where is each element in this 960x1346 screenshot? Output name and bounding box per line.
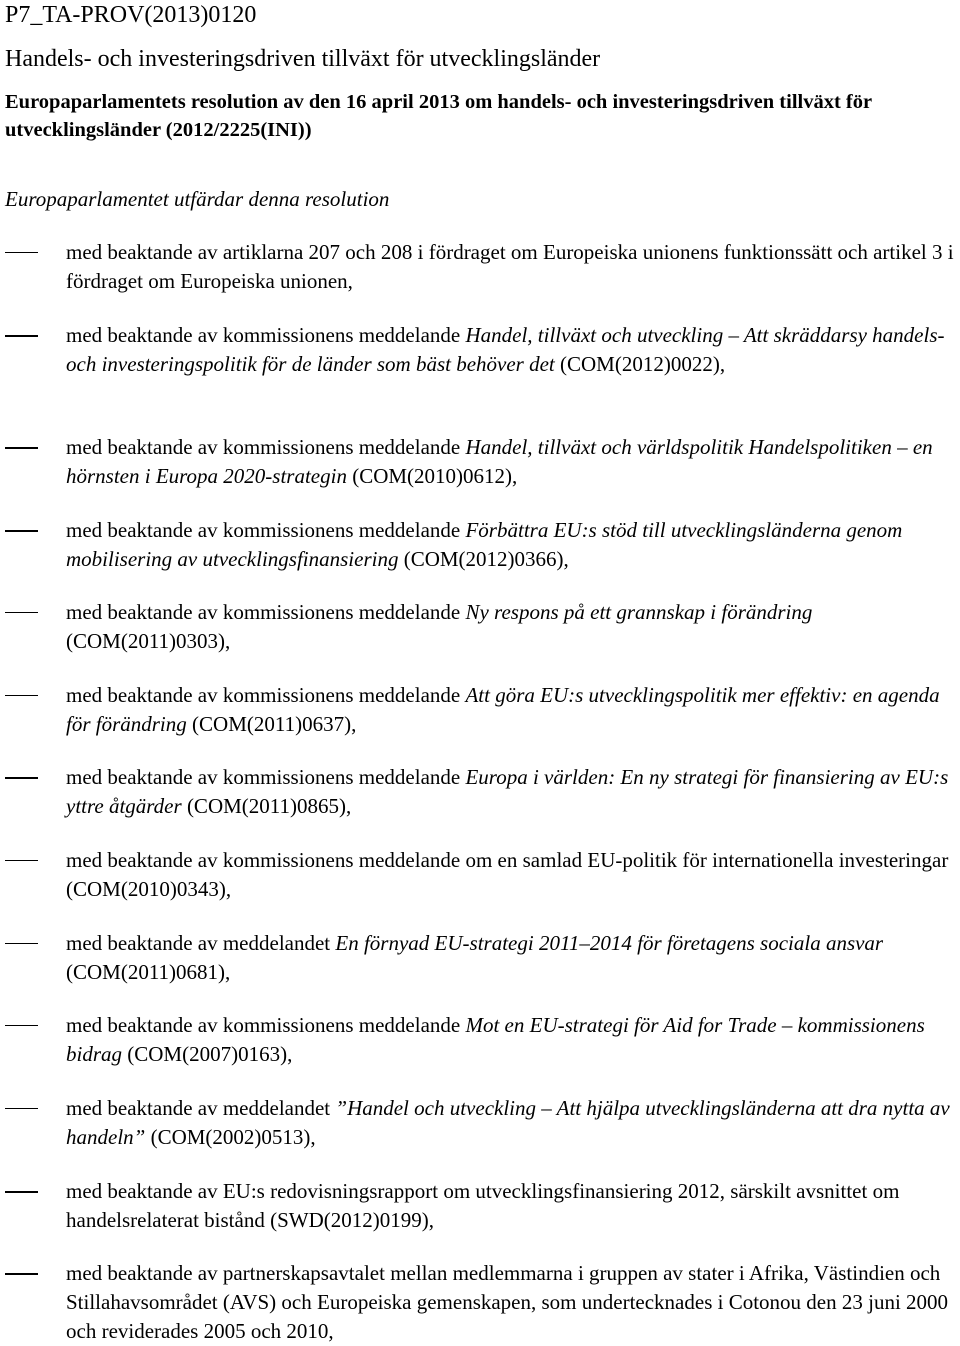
recital-item: med beaktande av artiklarna 207 och 208 i fördraget om Europeiska unionens funktionssätt och artikel 3 i fördraget om Europeiska unionen, bbox=[66, 238, 958, 296]
dash-bullet bbox=[5, 447, 38, 449]
recital-item: med beaktande av kommissionens meddelande Att göra EU:s utvecklingspolitik mer effektiv: en agenda för förändring (COM(2011)0637), bbox=[66, 681, 958, 739]
dash-bullet bbox=[5, 612, 38, 613]
recital-item: med beaktande av kommissionens meddelande Europa i världen: En ny strategi för finansiering av EU:s yttre åtgärder (COM(2011)0865), bbox=[66, 763, 958, 821]
dash-bullet bbox=[5, 530, 38, 532]
document-title: Handels- och investeringsdriven tillväxt för utvecklingsländer bbox=[5, 46, 601, 72]
recital-item: med beaktande av kommissionens meddelande om en samlad EU-politik för internationella investeringar (COM(2010)0343), bbox=[66, 846, 958, 904]
recital-item: med beaktande av kommissionens meddelande Mot en EU-strategi för Aid for Trade – kommissionens bidrag (COM(2007)0163), bbox=[66, 1011, 958, 1069]
recital-item: med beaktande av EU:s redovisningsrapport om utvecklingsfinansiering 2012, särskilt avsnittet om handelsrelaterat bistånd (SWD(2012)0199), bbox=[66, 1177, 958, 1235]
dash-bullet bbox=[5, 860, 38, 861]
recital-item: med beaktande av kommissionens meddelande Ny respons på ett grannskap i förändring (COM(2011)0303), bbox=[66, 598, 958, 656]
document-id: P7_TA-PROV(2013)0120 bbox=[5, 2, 257, 28]
dash-bullet bbox=[5, 1273, 38, 1275]
dash-bullet bbox=[5, 335, 38, 337]
recital-item: med beaktande av kommissionens meddelande Handel, tillväxt och världspolitik Handelspolitiken – en hörnsten i Europa 2020-strategin (COM(2010)0612), bbox=[66, 433, 958, 491]
dash-bullet bbox=[5, 1108, 38, 1109]
dash-bullet bbox=[5, 943, 38, 944]
recital-item: med beaktande av kommissionens meddelande Handel, tillväxt och utveckling – Att skräddarsy handels- och investeringspolitik för de länder som bäst behöver det (COM(2012)0022), bbox=[66, 321, 958, 379]
dash-bullet bbox=[5, 695, 38, 696]
recital-item: med beaktande av kommissionens meddelande Förbättra EU:s stöd till utvecklingsländerna genom mobilisering av utvecklingsfinansiering (COM(2012)0366), bbox=[66, 516, 958, 574]
dash-bullet bbox=[5, 252, 38, 253]
preamble: Europaparlamentet utfärdar denna resolution bbox=[5, 187, 390, 211]
document-subtitle: Europaparlamentets resolution av den 16 april 2013 om handels- och investeringsdriven tillväxt för utvecklingsländer (2012/2225(INI)) bbox=[5, 91, 872, 141]
dash-bullet bbox=[5, 1025, 38, 1026]
dash-bullet bbox=[5, 777, 38, 779]
recital-item: med beaktande av meddelandet ”Handel och utveckling – Att hjälpa utvecklingsländerna att dra nytta av handeln” (COM(2002)0513), bbox=[66, 1094, 958, 1152]
dash-bullet bbox=[5, 1191, 38, 1193]
recital-item: med beaktande av meddelandet En förnyad EU-strategi 2011–2014 för företagens sociala ansvar (COM(2011)0681), bbox=[66, 929, 958, 987]
recital-item: med beaktande av partnerskapsavtalet mellan medlemmarna i gruppen av stater i Afrika, Västindien och Stillahavsområdet (AVS) och Europeiska gemenskapen, som undertecknades i Cotonou den 23 juni 2000 och reviderades 2005 och 2010, bbox=[66, 1259, 958, 1346]
